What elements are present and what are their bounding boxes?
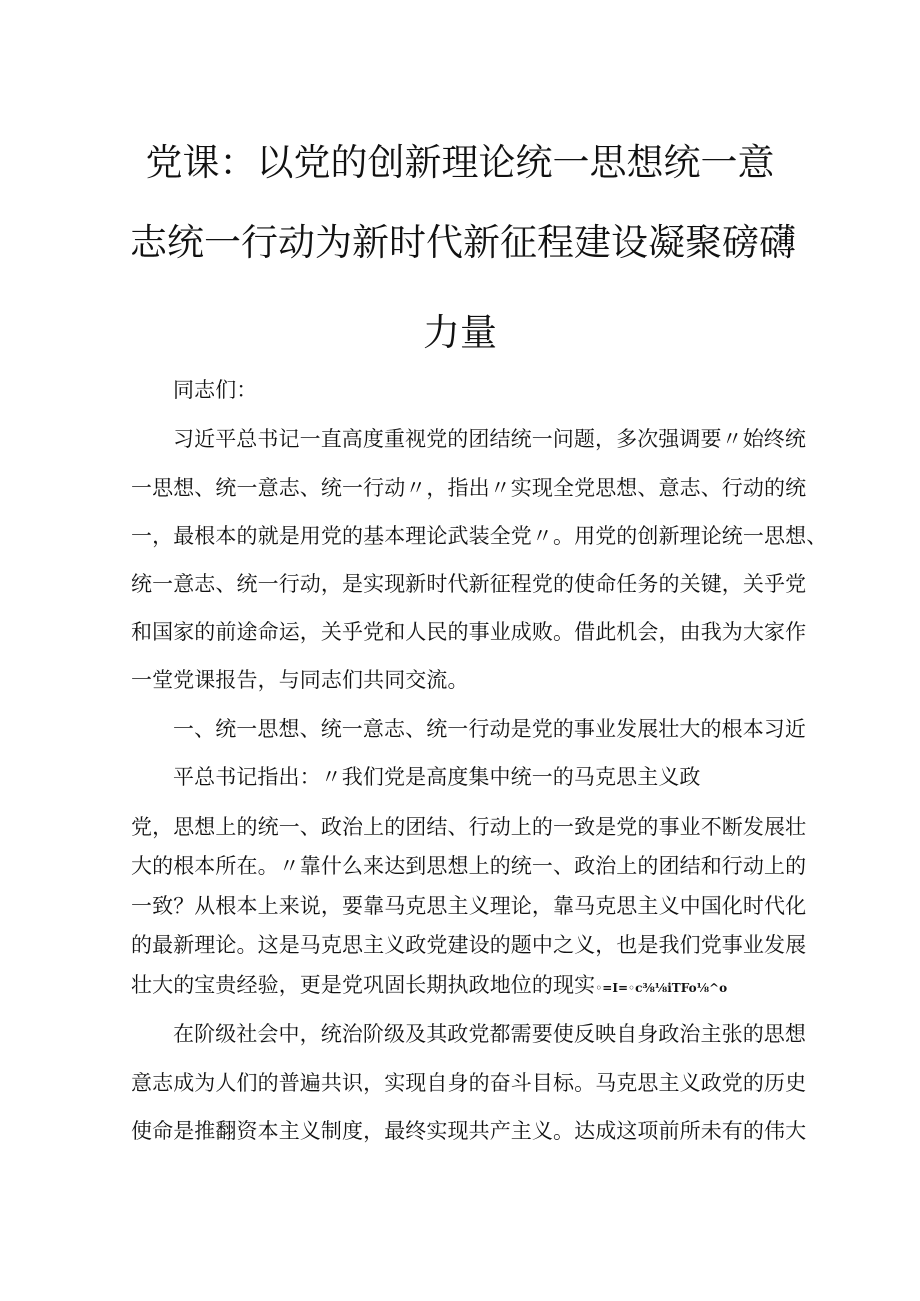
title-line-1: 党课：以党的创新理论统一思想统一意 [145,141,775,184]
paragraph-2-line-1: 平总书记指出：〃我们党是高度集中统一的马克思主义政 [173,765,701,789]
paragraph-3-line-2: 意志成为人们的普遍共识，实现自身的奋斗目标。马克思主义政党的历史 [131,1071,807,1095]
paragraph-2-line-4: 一致？从根本上来说，要靠马克思主义理论，靠马克思主义中国化时代化 [131,894,807,918]
paragraph-2-line-3: 大的根本所在。〃靠什么来达到思想上的统一、政治上的团结和行动上的 [131,854,807,878]
paragraph-3-line-1: 在阶级社会中，统治阶级及其政党都需要使反映自身政治主张的思想 [173,1022,806,1046]
paragraph-1-line-6: 一堂党课报告，与同志们共同交流。 [131,668,469,692]
garbled-text-fragment: ◦=I=◦c⅜⅛iTFo⅛^o [595,981,728,995]
paragraph-2-line-2: 党，思想上的统一、政治上的团结、行动上的一致是党的事业不断发展壮 [131,815,807,839]
paragraph-1-line-2: 一思想、统一意志、统一行动〃，指出〃实现全党思想、意志、行动的统 [131,476,807,500]
section-heading-1: 一、统一思想、统一意志、统一行动是党的事业发展壮大的根本习近 [173,717,806,741]
paragraph-1-line-3: 一，最根本的就是用党的基本理论武装全党〃。用党的创新理论统一思想、 [131,524,828,548]
title-line-3: 力量 [423,311,497,354]
paragraph-2-line-5: 的最新理论。这是马克思主义政党建设的题中之义，也是我们党事业发展 [131,933,807,957]
paragraph-1-line-4: 统一意志、统一行动，是实现新时代新征程党的使命任务的关键，关乎党 [131,572,807,596]
paragraph-1-line-1: 习近平总书记一直高度重视党的团结统一问题，多次强调要〃始终统 [173,427,806,451]
paragraph-2-line-6 [131,970,727,1003]
paragraph-2-line-6-text: 壮大的宝贵经验，更是党巩固长期执政地位的现实 [131,973,596,997]
salutation: 同志们： [173,378,258,402]
title-line-2: 志统一行动为新时代新征程建设凝聚磅礴 [130,221,796,264]
paragraph-1-line-5: 和国家的前途命运，关乎党和人民的事业成败。借此机会，由我为大家作 [131,620,807,644]
paragraph-3-line-3: 使命是推翻资本主义制度，最终实现共产主义。达成这项前所未有的伟大 [131,1119,807,1143]
